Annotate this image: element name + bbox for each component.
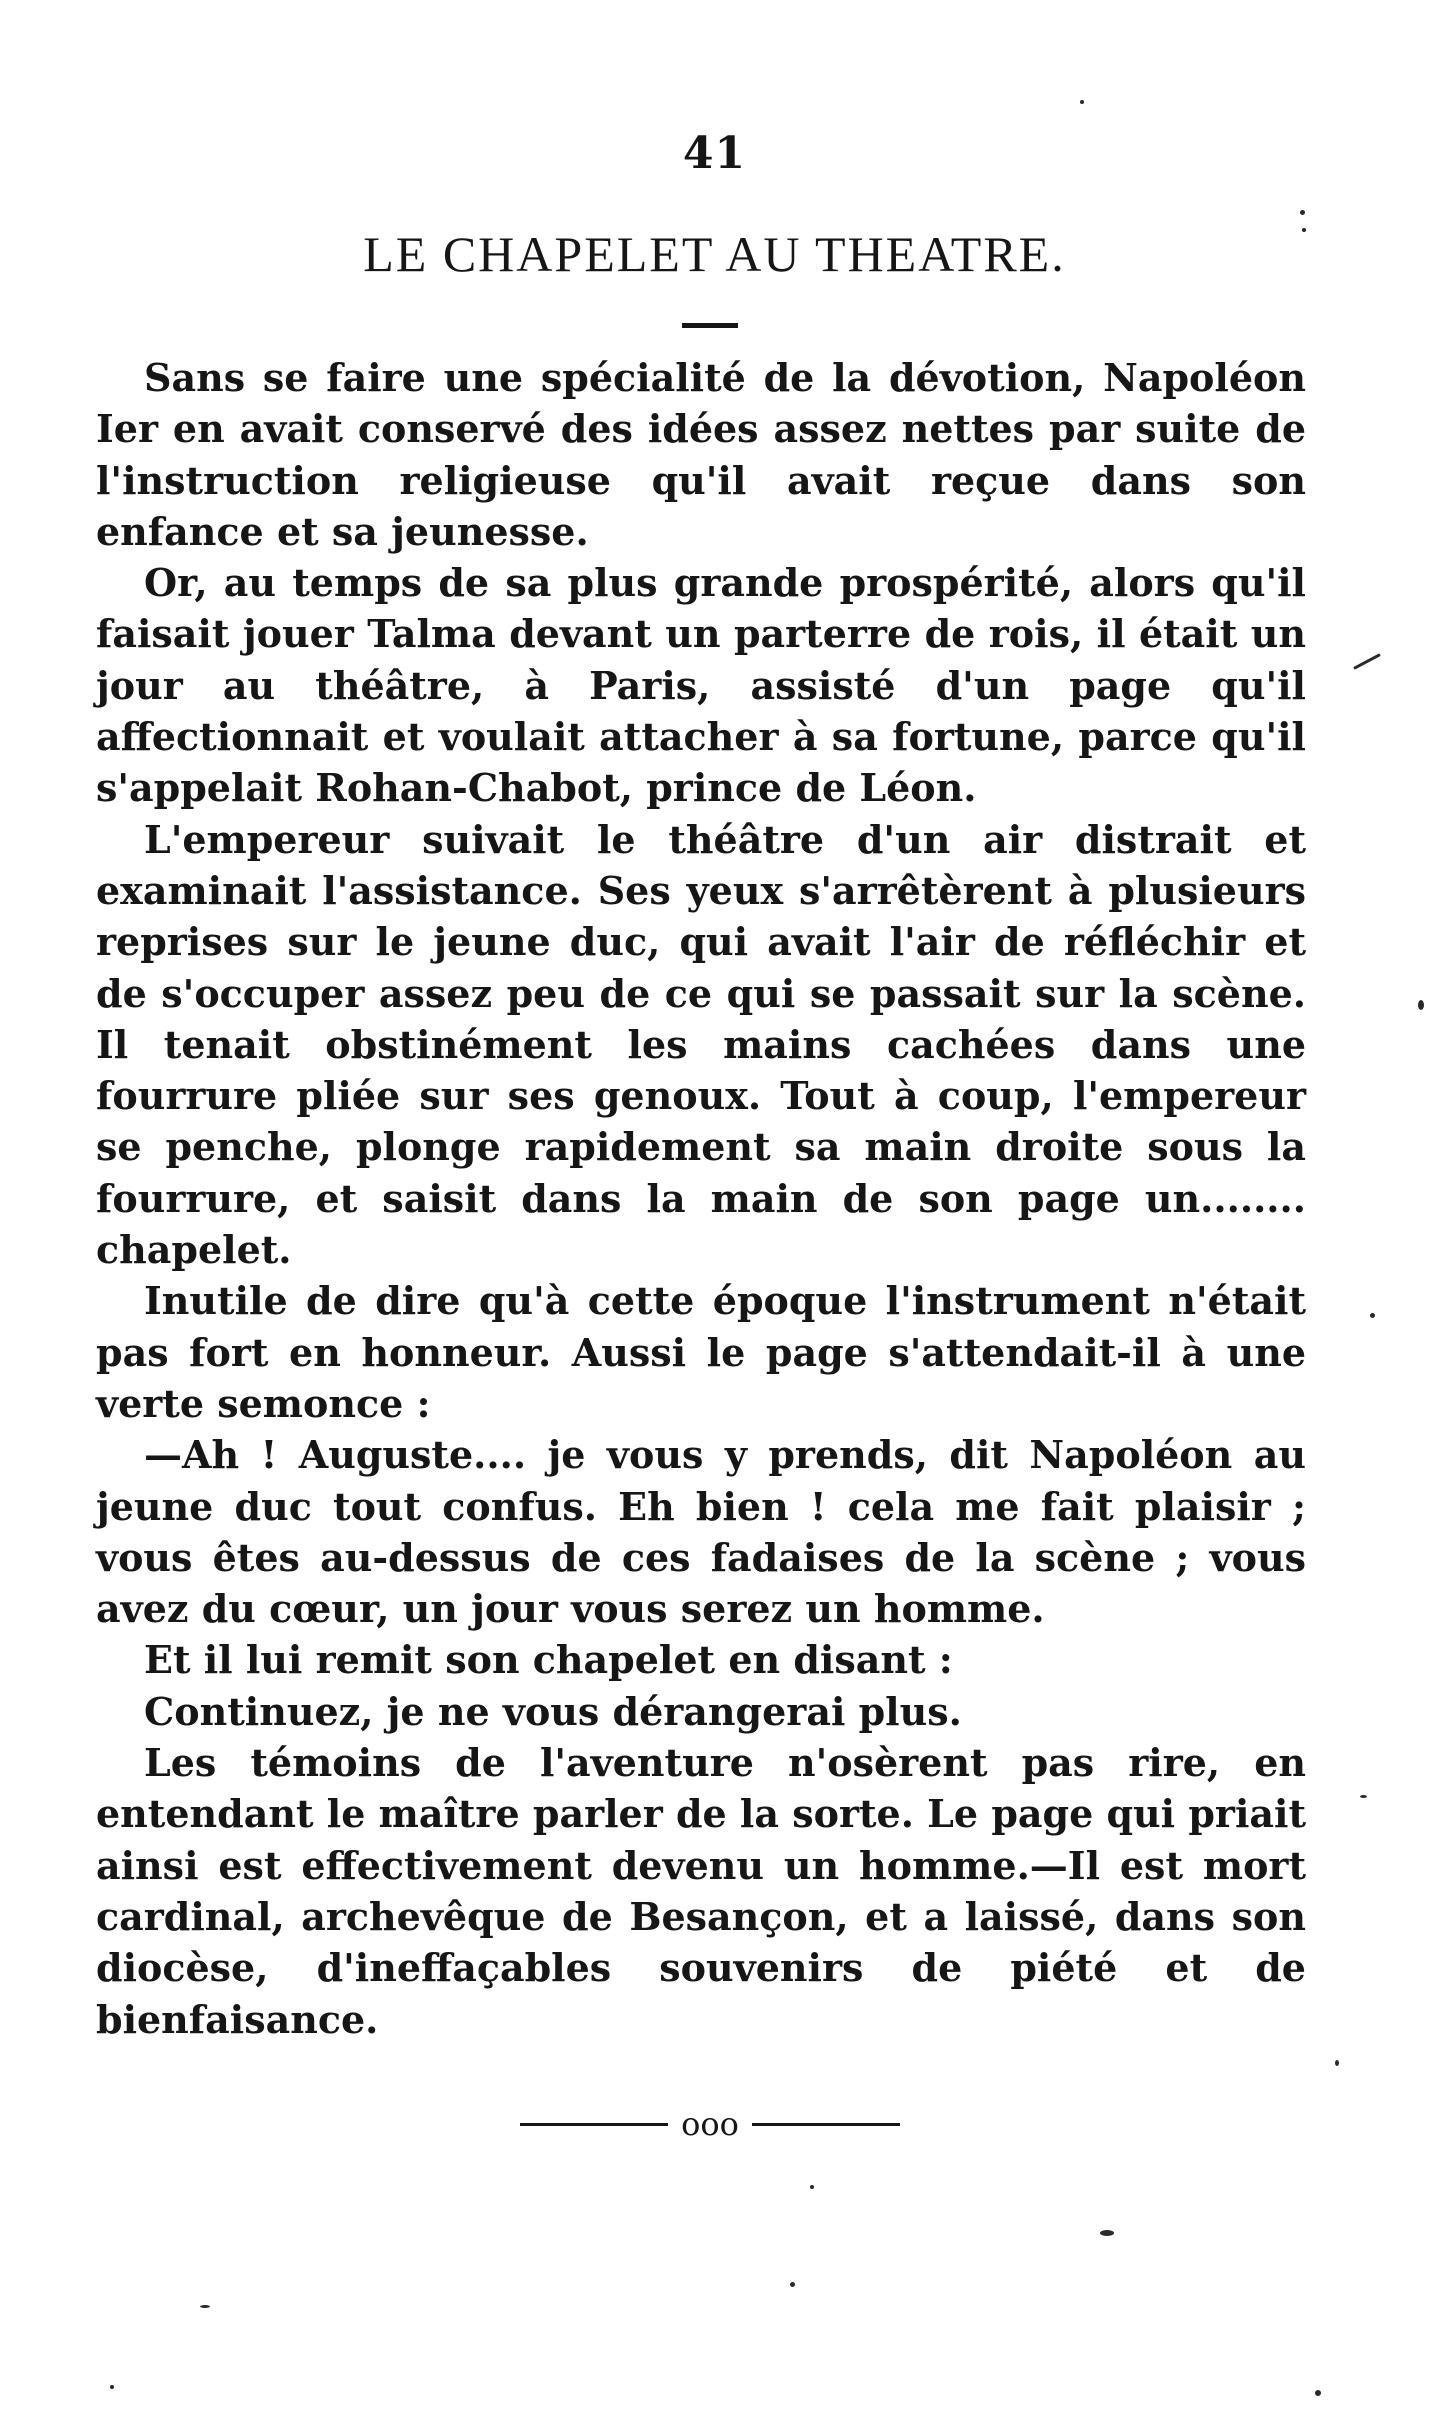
- ornament-mark: ooo: [681, 2105, 739, 2143]
- paragraph-3: L'empereur suivait le théâtre d'un air distrait et examinait l'assistance. Ses yeux s'arrêtèrent à plusieurs reprises sur le jeune duc, qui avait l'air de réfléchir et de s'occuper assez peu de ce qui se passait sur la scène. Il tenait obstinément les mains cachées dans une fourrure pliée sur ses genoux. Tout à coup, l'empereur se penche, plonge rapidement sa main droite sous la fourrure, et saisit dans la main de son page un........ chapelet.: [96, 816, 1306, 1273]
- paragraph-7: Continuez, je ne vous dérangerai plus.: [144, 1688, 962, 1734]
- paragraph-4: Inutile de dire qu'à cette époque l'instrument n'était pas fort en honneur. Aussi le page s'attendait-il à une verte semonce :: [96, 1278, 1306, 1426]
- scan-speck: [1100, 2230, 1114, 2236]
- scan-speck: [1418, 1000, 1424, 1010]
- paragraph-6: Et il lui remit son chapelet en disant :: [144, 1637, 953, 1683]
- scan-speck: [1080, 100, 1084, 104]
- end-ornament: [520, 2104, 900, 2144]
- scan-speck: [110, 2385, 114, 2389]
- scan-speck: [1360, 1795, 1367, 1798]
- ornament-left-rule: [520, 2123, 668, 2126]
- page-number: 41: [682, 128, 747, 179]
- article-body: [96, 352, 1306, 2045]
- scan-speck: [1353, 653, 1381, 670]
- title-rule: [682, 323, 738, 328]
- ornament-right-rule: [752, 2123, 900, 2126]
- paragraph-1: Sans se faire une spécialité de la dévotion, Napoléon Ier en avait conservé des idées assez nettes par suite de l'instruction religieuse qu'il avait reçue dans son enfance et sa jeunesse.: [96, 355, 1306, 554]
- scan-speck: [1370, 1313, 1375, 1318]
- paragraph-2: Or, au temps de sa plus grande prospérité, alors qu'il faisait jouer Talma devant un parterre de rois, il était un jour au théâtre, à Paris, assisté d'un page qu'il affectionnait et voulait attacher à sa fortune, parce qu'il s'appelait Rohan-Chabot, prince de Léon.: [96, 560, 1306, 811]
- scan-speck: [790, 2282, 795, 2287]
- paragraph-5: —Ah ! Auguste.... je vous y prends, dit Napoléon au jeune duc tout confus. Eh bien ! cela me fait plaisir ; vous êtes au-dessus de ces fadaises de la scène ; vous avez du cœur, un jour vous serez un homme.: [96, 1432, 1306, 1632]
- scan-speck: [1302, 228, 1306, 232]
- scan-speck: [1300, 210, 1305, 215]
- scan-speck: [200, 2305, 210, 2308]
- scan-speck: [1315, 2390, 1321, 2396]
- scan-speck: [810, 2185, 814, 2189]
- scan-speck: [1335, 2060, 1339, 2066]
- page-title: LE CHAPELET AU THEATRE.: [363, 226, 1066, 282]
- paragraph-8: Les témoins de l'aventure n'osèrent pas rire, en entendant le maître parler de la sorte. Le page qui priait ainsi est effectivement devenu un homme.—Il est mort cardinal, archevêque de Besançon, et a laissé, dans son diocèse, d'ineffaçables souvenirs de piété et de bienfaisance.: [96, 1740, 1306, 2042]
